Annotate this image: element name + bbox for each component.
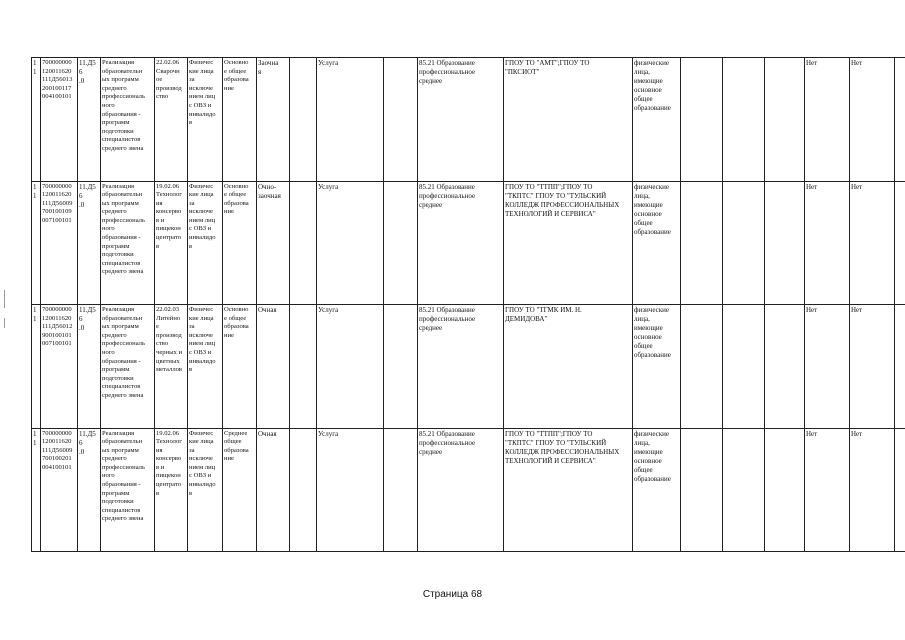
specialty-text: 19.02.06 Технолог ия консерво в и пищекон центрато в	[156, 182, 182, 250]
okved-activity-text: 85.21 Образование профессиональное среднее	[419, 59, 476, 85]
empty-cell	[681, 181, 723, 305]
empty-cell	[681, 305, 723, 429]
institutions-text: ГПОУ ТО "ТГМК ИМ. Н. ДЕМИДОВА"	[505, 306, 582, 323]
institutions-text: ГПОУ ТО "ТТПП";ГПОУ ТО "ТКПТС" ГПОУ ТО "ТУЛЬСКИЙ КОЛЛЕДЖ ПРОФЕССИОНАЛЬНЫХ ТЕХНОЛОГИЙ И СЕРВИСА"	[505, 182, 620, 218]
institutions	[504, 428, 633, 552]
row-number	[32, 305, 41, 429]
empty-cell	[290, 305, 317, 429]
study-form	[257, 58, 290, 182]
flag-cell	[850, 428, 895, 552]
table-row	[32, 181, 905, 305]
study-form-text: Очно- заочная	[258, 182, 281, 200]
empty-cell	[895, 58, 905, 182]
okved-activity-text: 85.21 Образование профессиональное среднее	[419, 182, 476, 209]
consumers	[633, 305, 681, 429]
service-name	[101, 181, 155, 305]
service-type	[317, 305, 384, 429]
empty-cell	[765, 181, 805, 305]
institutions	[504, 305, 633, 429]
consumer-category-text: Физичес кие лица за исключе нием лиц с ОВЗ и инвалидо в	[189, 429, 216, 497]
service-name	[101, 428, 155, 552]
service-name-text: Реализация образовательн ых программ среднего профессиональ ного образования - программ подготовки специалистов среднего звена	[102, 306, 145, 399]
base-education	[223, 428, 257, 552]
services-table	[31, 57, 905, 552]
service-type	[317, 58, 384, 182]
empty-cell	[723, 181, 765, 305]
study-form	[257, 181, 290, 305]
consumers	[633, 428, 681, 552]
row-number	[32, 58, 41, 182]
empty-cell	[723, 305, 765, 429]
table-row	[32, 305, 905, 429]
study-form-text: Заочна я	[258, 59, 279, 76]
base-education	[223, 58, 257, 182]
registry-code-text: 700000000 120011620 111Д56012 900100101 007100101	[42, 306, 73, 348]
service-code-text: 11.Д56 .0	[79, 306, 96, 332]
row-number-text: 11	[33, 429, 37, 447]
service-type	[317, 428, 384, 552]
row-number	[32, 428, 41, 552]
service-type-text: Услуга	[318, 429, 339, 438]
scan-edge-mark	[4, 290, 5, 308]
consumers-text: физические лица, имеющие основное общее образование	[634, 429, 671, 483]
flag-cell	[850, 181, 895, 305]
consumer-category-text: Физичес кие лица за исключе нием лиц с ОВЗ и инвалидо в	[189, 306, 216, 374]
specialty-text: 19.02.06 Технолог ия консерво в и пищекон центрато в	[156, 429, 182, 497]
consumers-text: физические лица, имеющие основное общее образование	[634, 182, 671, 236]
service-code-text: 11.Д56 .0	[79, 429, 96, 456]
registry-code	[41, 181, 78, 305]
empty-cell	[384, 428, 418, 552]
base-education	[223, 305, 257, 429]
institutions	[504, 181, 633, 305]
empty-cell	[681, 428, 723, 552]
flag-cell-text: Нет	[851, 306, 863, 314]
flag-cell	[805, 428, 850, 552]
okved-activity-text: 85.21 Образование профессиональное среднее	[419, 306, 476, 332]
study-form	[257, 428, 290, 552]
consumer-category-text: Физичес кие лица за исключе нием лиц с ОВЗ и инвалидо в	[189, 182, 216, 250]
service-type-text: Услуга	[318, 182, 339, 191]
empty-cell	[765, 428, 805, 552]
row-number-text: 11	[33, 306, 37, 323]
flag-cell-text: Нет	[851, 59, 863, 67]
flag-cell	[805, 305, 850, 429]
okved-activity	[418, 181, 504, 305]
consumer-category	[188, 181, 223, 305]
service-code	[78, 428, 101, 552]
row-number-text: 11	[33, 182, 37, 200]
empty-cell	[765, 305, 805, 429]
empty-cell	[384, 305, 418, 429]
scan-edge-mark	[4, 318, 5, 328]
flag-cell-text: Нет	[806, 429, 818, 438]
registry-code-text: 700000000 120011620 111Д56009 700100109 007100101	[42, 182, 73, 224]
empty-cell	[723, 58, 765, 182]
base-education	[223, 181, 257, 305]
service-name-text: Реализация образовательн ых программ среднего профессиональ ного образования - программ подготовки специалистов среднего звена	[102, 59, 145, 152]
consumer-category	[188, 58, 223, 182]
consumers-text: физические лица, имеющие основное общее образование	[634, 306, 671, 359]
okved-activity-text: 85.21 Образование профессиональное среднее	[419, 429, 476, 456]
flag-cell-text: Нет	[851, 182, 863, 191]
row-number-text: 11	[33, 59, 37, 76]
study-form	[257, 305, 290, 429]
empty-cell	[384, 58, 418, 182]
registry-code-text: 700000000 120011620 111Д56009 700100201 004100101	[42, 429, 73, 471]
service-name-text: Реализация образовательн ых программ среднего профессиональ ного образования - программ подготовки специалистов среднего звена	[102, 182, 145, 276]
base-education-text: Основно е общее образова ние	[224, 182, 249, 216]
table-row	[32, 58, 905, 182]
empty-cell	[290, 428, 317, 552]
specialty	[155, 181, 188, 305]
institutions-text: ГПОУ ТО "ТТПП";ГПОУ ТО "ТКПТС" ГПОУ ТО "ТУЛЬСКИЙ КОЛЛЕДЖ ПРОФЕССИОНАЛЬНЫХ ТЕХНОЛОГИЙ И СЕРВИСА"	[505, 429, 620, 465]
consumers-text: физические лица, имеющие основное общее образование	[634, 59, 671, 112]
service-code	[78, 181, 101, 305]
empty-cell	[765, 58, 805, 182]
page-number: Страница 68	[422, 589, 483, 600]
okved-activity	[418, 305, 504, 429]
service-type	[317, 181, 384, 305]
flag-cell-text: Нет	[851, 429, 863, 438]
base-education-text: Основно е общее образова ние	[224, 59, 249, 92]
okved-activity	[418, 428, 504, 552]
empty-cell	[681, 58, 723, 182]
service-code-text: 11.Д56 .0	[79, 59, 96, 85]
empty-cell	[290, 58, 317, 182]
specialty	[155, 305, 188, 429]
empty-cell	[895, 428, 905, 552]
institutions-text: ГПОУ ТО "АМТ";ГПОУ ТО "ПКСИОТ"	[505, 59, 590, 76]
service-code-text: 11.Д56 .0	[79, 182, 96, 209]
specialty-text: 22.02.06 Сварочн ое производ ство	[156, 59, 182, 101]
consumers	[633, 58, 681, 182]
consumer-category	[188, 428, 223, 552]
service-type-text: Услуга	[318, 59, 339, 67]
flag-cell	[805, 181, 850, 305]
row-number	[32, 181, 41, 305]
empty-cell	[723, 428, 765, 552]
specialty	[155, 58, 188, 182]
study-form-text: Очная	[258, 429, 277, 438]
flag-cell-text: Нет	[806, 182, 818, 191]
specialty	[155, 428, 188, 552]
flag-cell	[850, 58, 895, 182]
flag-cell	[850, 305, 895, 429]
registry-code-text: 700000000 120011620 111Д56013 200100117 004100101	[42, 59, 73, 101]
service-name	[101, 58, 155, 182]
base-education-text: Среднее общее образова ние	[224, 429, 249, 463]
table-row	[32, 428, 905, 552]
empty-cell	[384, 181, 418, 305]
service-type-text: Услуга	[318, 306, 339, 314]
base-education-text: Основно е общее образова ние	[224, 306, 249, 339]
service-name	[101, 305, 155, 429]
flag-cell-text: Нет	[806, 59, 818, 67]
flag-cell-text: Нет	[806, 306, 818, 314]
consumer-category-text: Физичес кие лица за исключе нием лиц с ОВЗ и инвалидо в	[189, 59, 216, 127]
study-form-text: Очная	[258, 306, 277, 314]
okved-activity	[418, 58, 504, 182]
service-code	[78, 305, 101, 429]
consumer-category	[188, 305, 223, 429]
empty-cell	[290, 181, 317, 305]
empty-cell	[895, 181, 905, 305]
empty-cell	[895, 305, 905, 429]
registry-code	[41, 428, 78, 552]
service-code	[78, 58, 101, 182]
registry-code	[41, 305, 78, 429]
consumers	[633, 181, 681, 305]
service-name-text: Реализация образовательн ых программ среднего профессиональ ного образования - программ подготовки специалистов среднего звена	[102, 429, 145, 523]
specialty-text: 22.02.03 Литейно е производ ство черных и цветных металлов	[156, 306, 183, 374]
registry-code	[41, 58, 78, 182]
flag-cell	[805, 58, 850, 182]
institutions	[504, 58, 633, 182]
